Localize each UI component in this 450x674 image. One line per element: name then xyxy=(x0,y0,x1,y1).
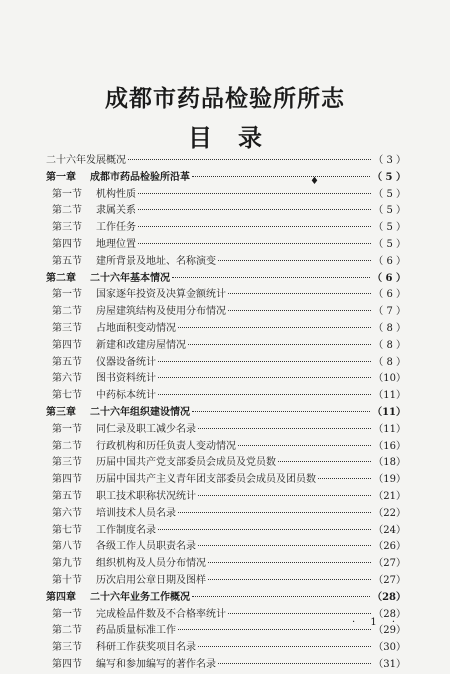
toc-entry-label: 二十六年基本情况 xyxy=(90,272,170,284)
toc-entry-label: 历届中国共产主义青年团支部委员会成员及团员数 xyxy=(96,474,316,486)
toc-entry-label: 药品质量标准工作 xyxy=(96,625,176,637)
toc-entry-page: （16） xyxy=(373,440,406,452)
toc-entry-page: （ 6 ） xyxy=(372,272,406,284)
toc-entry-label: 科研工作获奖项目名录 xyxy=(96,642,196,654)
toc-entry-page: （ 5 ） xyxy=(372,171,406,183)
toc-entry-number: 第九节 xyxy=(52,558,82,570)
document-title: 成都市药品检验所所志 xyxy=(105,85,345,112)
toc-entry-page: （11） xyxy=(373,423,406,435)
toc-entry-number: 第五节 xyxy=(52,490,82,502)
toc-entry-page: （ 5 ） xyxy=(373,205,406,217)
dot-leader xyxy=(158,361,371,362)
toc-entry-label: 历次启用公章日期及图样 xyxy=(96,574,206,586)
dot-leader xyxy=(178,327,371,328)
toc-entry-number: 第七节 xyxy=(52,390,82,402)
toc-entry-page: （ 6 ） xyxy=(373,289,406,301)
dot-leader xyxy=(198,646,371,647)
toc-entry-label: 新建和改建房屋情况 xyxy=(96,339,186,351)
dot-leader xyxy=(192,411,370,412)
toc-entry-label: 机构性质 xyxy=(96,188,136,200)
toc-entry-page: （28） xyxy=(373,608,406,620)
toc-entry-label: 培训技术人员名录 xyxy=(96,507,176,519)
toc-section-row xyxy=(46,539,406,556)
toc-entry-number: 第六节 xyxy=(52,373,82,385)
toc-entry-number: 第一节 xyxy=(52,423,82,435)
toc-entry-label: 二十六年组织建设情况 xyxy=(90,406,190,418)
toc-entry-number: 第四章 xyxy=(46,591,76,603)
toc-section-row xyxy=(46,556,406,573)
toc-entry-number: 第三章 xyxy=(46,406,76,418)
toc-section-row xyxy=(46,187,406,204)
toc-entry-number: 第二节 xyxy=(52,440,82,452)
dot-leader xyxy=(192,596,370,597)
toc-intro-row xyxy=(46,153,406,170)
toc-entry-label: 国家逐年投资及决算金额统计 xyxy=(96,289,226,301)
toc-entry-label: 各级工作人员职责名录 xyxy=(96,541,196,553)
toc-section-row xyxy=(46,287,406,304)
toc-entry-page: （19） xyxy=(373,474,406,486)
toc-entry-page: （ 8 ） xyxy=(373,322,406,334)
toc-section-row xyxy=(46,203,406,220)
dot-leader xyxy=(318,478,371,479)
toc-entry-page: （ 7 ） xyxy=(373,306,406,318)
toc-entry-page: （22） xyxy=(373,507,406,519)
toc-entry-label: 组织机构及人员分布情况 xyxy=(96,558,206,570)
dot-leader xyxy=(192,176,370,177)
toc-entry-label: 完成检品件数及不合格率统计 xyxy=(96,608,226,620)
toc-entry-number: 第二节 xyxy=(52,306,82,318)
toc-section-row xyxy=(46,422,406,439)
toc-chapter-row xyxy=(46,590,406,607)
toc-chapter-row xyxy=(46,271,406,288)
toc-section-row xyxy=(46,338,406,355)
toc-section-row xyxy=(46,321,406,338)
toc-entry-label: 中药标本统计 xyxy=(96,390,156,402)
dot-leader xyxy=(198,495,371,496)
toc-entry-number: 第二节 xyxy=(52,625,82,637)
toc-entry-label: 工作任务 xyxy=(96,222,136,234)
toc-entry-label: 占地面积变动情况 xyxy=(96,322,176,334)
toc-entry-number: 第一章 xyxy=(46,171,76,183)
toc-entry-page: （27） xyxy=(373,558,406,570)
toc-entry-label: 二十六年业务工作概况 xyxy=(90,591,190,603)
toc-entry-page: （ 5 ） xyxy=(373,222,406,234)
toc-section-row xyxy=(46,506,406,523)
toc-entry-page: （ 5 ） xyxy=(373,188,406,200)
toc-entry-number: 第三节 xyxy=(52,222,82,234)
toc-entry-number: 第四节 xyxy=(52,238,82,250)
toc-section-row xyxy=(46,455,406,472)
dot-leader xyxy=(158,394,371,395)
toc-heading: 目录 xyxy=(188,123,288,152)
toc-section-row xyxy=(46,640,406,657)
dot-leader xyxy=(228,613,371,614)
toc-entry-page: （21） xyxy=(373,490,406,502)
dot-leader xyxy=(172,277,370,278)
toc-entry-number: 第五节 xyxy=(52,255,82,267)
toc-entry-number: 第二章 xyxy=(46,272,76,284)
dot-leader xyxy=(198,428,371,429)
toc-entry-label: 同仁录及职工减少名录 xyxy=(96,423,196,435)
toc-entry-label: 建所背景及地址、名称演变 xyxy=(96,255,216,267)
toc-entry-page: （10） xyxy=(373,373,406,385)
toc-entry-label: 工作制度名录 xyxy=(96,524,156,536)
toc-entry-page: （26） xyxy=(373,541,406,553)
dot-leader xyxy=(188,344,371,345)
dot-leader xyxy=(218,663,371,664)
toc-entry-page: （ 8 ） xyxy=(373,339,406,351)
toc-entry-number: 第三节 xyxy=(52,642,82,654)
toc-entry-number: 第五节 xyxy=(52,356,82,368)
toc-section-row xyxy=(46,254,406,271)
toc-entry-page: （24） xyxy=(373,524,406,536)
toc-entry-label: 图书资料统计 xyxy=(96,373,156,385)
dot-leader xyxy=(228,293,371,294)
toc-entry-page: （ 5 ） xyxy=(373,238,406,250)
toc-entry-number: 第四节 xyxy=(52,339,82,351)
toc-entry-number: 第二节 xyxy=(52,205,82,217)
toc-entry-page: （31） xyxy=(373,658,406,670)
toc-entry-label: 隶属关系 xyxy=(96,205,136,217)
dot-leader xyxy=(138,209,371,210)
toc-entry-number: 第一节 xyxy=(52,188,82,200)
dot-leader xyxy=(198,545,371,546)
dot-leader xyxy=(208,579,371,580)
toc-entry-label: 历届中国共产党支部委员会成员及党员数 xyxy=(96,457,276,469)
toc-entry-number: 第十节 xyxy=(52,574,82,586)
dot-leader xyxy=(278,461,371,462)
dot-leader xyxy=(238,445,371,446)
dot-leader xyxy=(138,193,371,194)
toc-entry-page: （ 8 ） xyxy=(373,356,406,368)
toc-section-row xyxy=(46,439,406,456)
dot-leader xyxy=(158,529,371,530)
toc-entry-number: 第一节 xyxy=(52,608,82,620)
toc-entry-page: （28） xyxy=(372,591,406,603)
toc-entry-number: 第四节 xyxy=(52,474,82,486)
toc-entry-page: （29） xyxy=(373,625,406,637)
toc-entry-label: 行政机构和历任负责人变动情况 xyxy=(96,440,236,452)
dot-leader xyxy=(178,512,371,513)
toc-section-row xyxy=(46,388,406,405)
toc-entry-label: 地理位置 xyxy=(96,238,136,250)
toc-section-row xyxy=(46,523,406,540)
toc-entry-page: （30） xyxy=(373,642,406,654)
toc-entry-label: 职工技术职称状况统计 xyxy=(96,490,196,502)
toc-section-row xyxy=(46,489,406,506)
dot-leader xyxy=(208,562,371,563)
toc-entry-number: 第一节 xyxy=(52,289,82,301)
toc-entry-number: 第六节 xyxy=(52,507,82,519)
toc-entry-page: （27） xyxy=(373,574,406,586)
toc-entry-label: 编写和参加编写的著作名录 xyxy=(96,658,216,670)
toc-chapter-row xyxy=(46,170,406,187)
toc-entry-page: （ 3 ） xyxy=(373,155,406,166)
toc-entry-page: （18） xyxy=(373,457,406,469)
toc-entry-label: 仪器设备统计 xyxy=(96,356,156,368)
toc-entry-number: 第三节 xyxy=(52,457,82,469)
table-of-contents xyxy=(46,153,406,674)
toc-section-row xyxy=(46,573,406,590)
toc-entry-page: （11） xyxy=(372,406,406,418)
toc-entry-page: （ 6 ） xyxy=(373,255,406,267)
toc-entry-number: 第四节 xyxy=(52,658,82,670)
toc-section-row xyxy=(46,220,406,237)
toc-section-row xyxy=(46,657,406,674)
toc-section-row xyxy=(46,355,406,372)
toc-entry-label: 房屋建筑结构及使用分布情况 xyxy=(96,306,226,318)
toc-entry-number: 第八节 xyxy=(52,541,82,553)
toc-entry-label: 二十六年发展概况 xyxy=(46,155,126,166)
dot-leader xyxy=(228,310,371,311)
dot-leader xyxy=(128,159,371,160)
dot-leader xyxy=(178,629,371,630)
page-number: · 1 · xyxy=(352,617,402,628)
toc-section-row xyxy=(46,371,406,388)
toc-section-row xyxy=(46,472,406,489)
ink-mark: ♦ xyxy=(310,176,319,187)
toc-entry-page: （11） xyxy=(373,390,406,402)
toc-chapter-row xyxy=(46,405,406,422)
toc-section-row xyxy=(46,237,406,254)
toc-entry-number: 第七节 xyxy=(52,524,82,536)
dot-leader xyxy=(158,377,371,378)
toc-entry-label: 成都市药品检验所沿革 xyxy=(90,171,190,183)
dot-leader xyxy=(138,243,371,244)
dot-leader xyxy=(218,260,371,261)
toc-section-row xyxy=(46,304,406,321)
dot-leader xyxy=(138,226,371,227)
toc-entry-number: 第三节 xyxy=(52,322,82,334)
